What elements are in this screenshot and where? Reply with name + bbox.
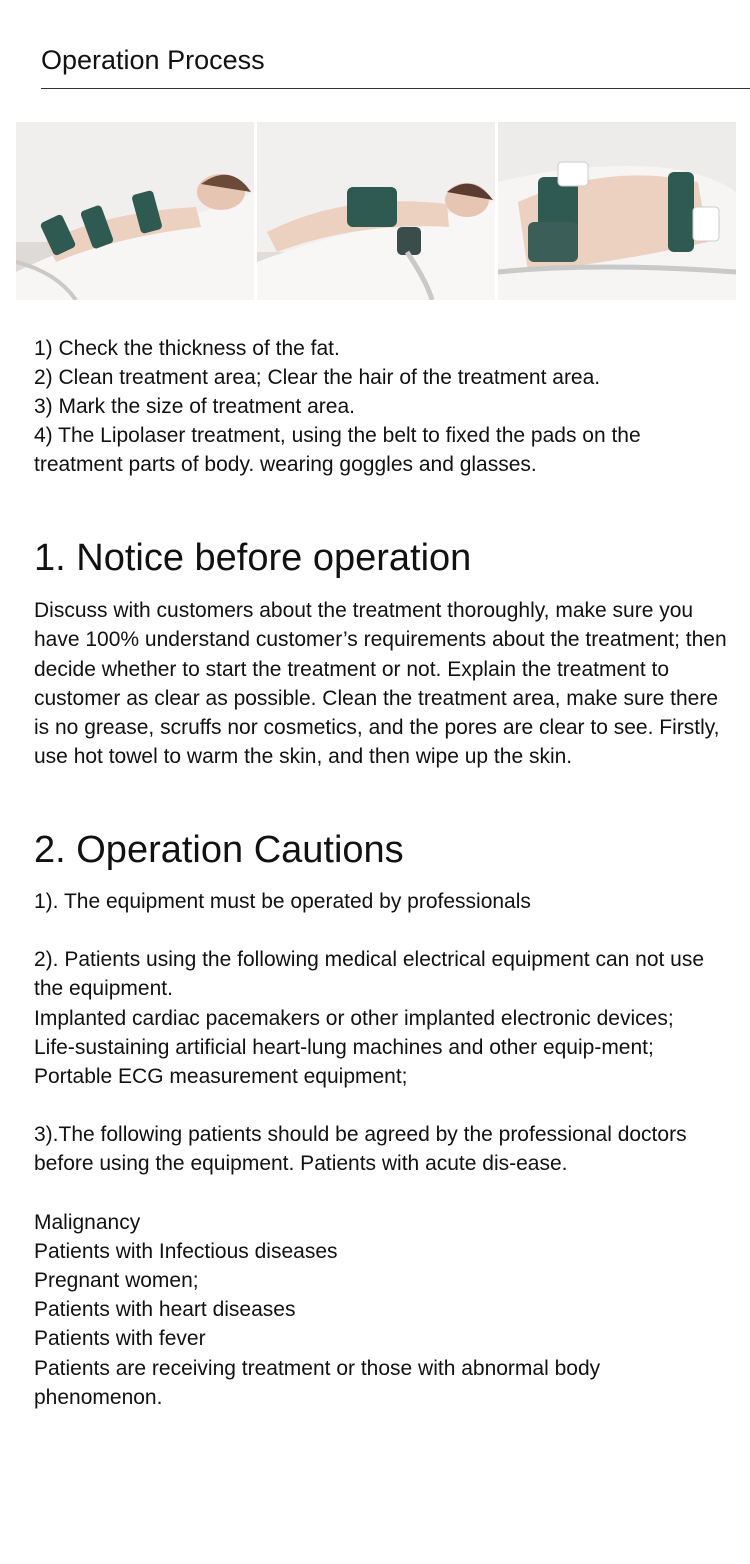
contraindication-item: Patients with fever xyxy=(34,1327,206,1351)
treatment-photo-1 xyxy=(16,122,254,300)
step-item: 1) Check the thickness of the fat. xyxy=(34,337,340,360)
contraindication-item: Malignancy xyxy=(34,1210,141,1234)
contraindication-item: Patients with Infectious diseases xyxy=(34,1239,338,1263)
contraindication-item: Pregnant women; xyxy=(34,1269,199,1293)
caution-item-3: 3).The following patients should be agreed by the professional doctors before using the equipment. Patients with acute dis-ease. xyxy=(34,1123,687,1176)
caution-sub-item: Implanted cardiac pacemakers or other implanted electronic devices; xyxy=(34,1006,674,1030)
treatment-photo-3 xyxy=(498,122,736,300)
notice-body: Discuss with customers about the treatment thoroughly, make sure you have 100% understand customer’s requirements about the treatment; then decide whether to start the treatment or not. Explain the treatment to customer as clear as possible. Clean the treatment area, make sure there is no grease, scruffs nor cosmetics, and the pores are clear to see. Firstly, use hot towel to warm the skin, and then wipe up the skin. xyxy=(34,599,727,769)
caution-sub-item: Life-sustaining artificial heart-lung machines and other equip-ment; xyxy=(34,1035,654,1059)
photo-strip xyxy=(16,122,736,300)
caution-item-2: 2). Patients using the following medical electrical equipment can not use the equipment. xyxy=(34,948,705,1001)
step-item: 4) The Lipolaser treatment, using the belt to fixed the pads on the treatment parts of body. wearing goggles and glasses. xyxy=(34,424,641,476)
cautions-list xyxy=(34,887,734,1412)
step-item: 2) Clean treatment area; Clear the hair of the treatment area. xyxy=(34,366,601,389)
page-title: Operation Process xyxy=(41,45,265,75)
caution-sub-item: Portable ECG measurement equipment; xyxy=(34,1065,408,1089)
contraindication-item: Patients are receiving treatment or those with abnormal body phenomenon. xyxy=(34,1356,601,1409)
title-divider xyxy=(41,88,750,89)
caution-item-1: 1). The equipment must be operated by professionals xyxy=(34,890,531,913)
contraindication-item: Patients with heart diseases xyxy=(34,1298,296,1322)
operation-steps xyxy=(34,334,734,479)
notice-heading: 1. Notice before operation xyxy=(34,537,472,579)
step-item: 3) Mark the size of treatment area. xyxy=(34,395,355,418)
treatment-photo-2 xyxy=(257,122,495,300)
cautions-heading: 2. Operation Cautions xyxy=(34,829,404,871)
